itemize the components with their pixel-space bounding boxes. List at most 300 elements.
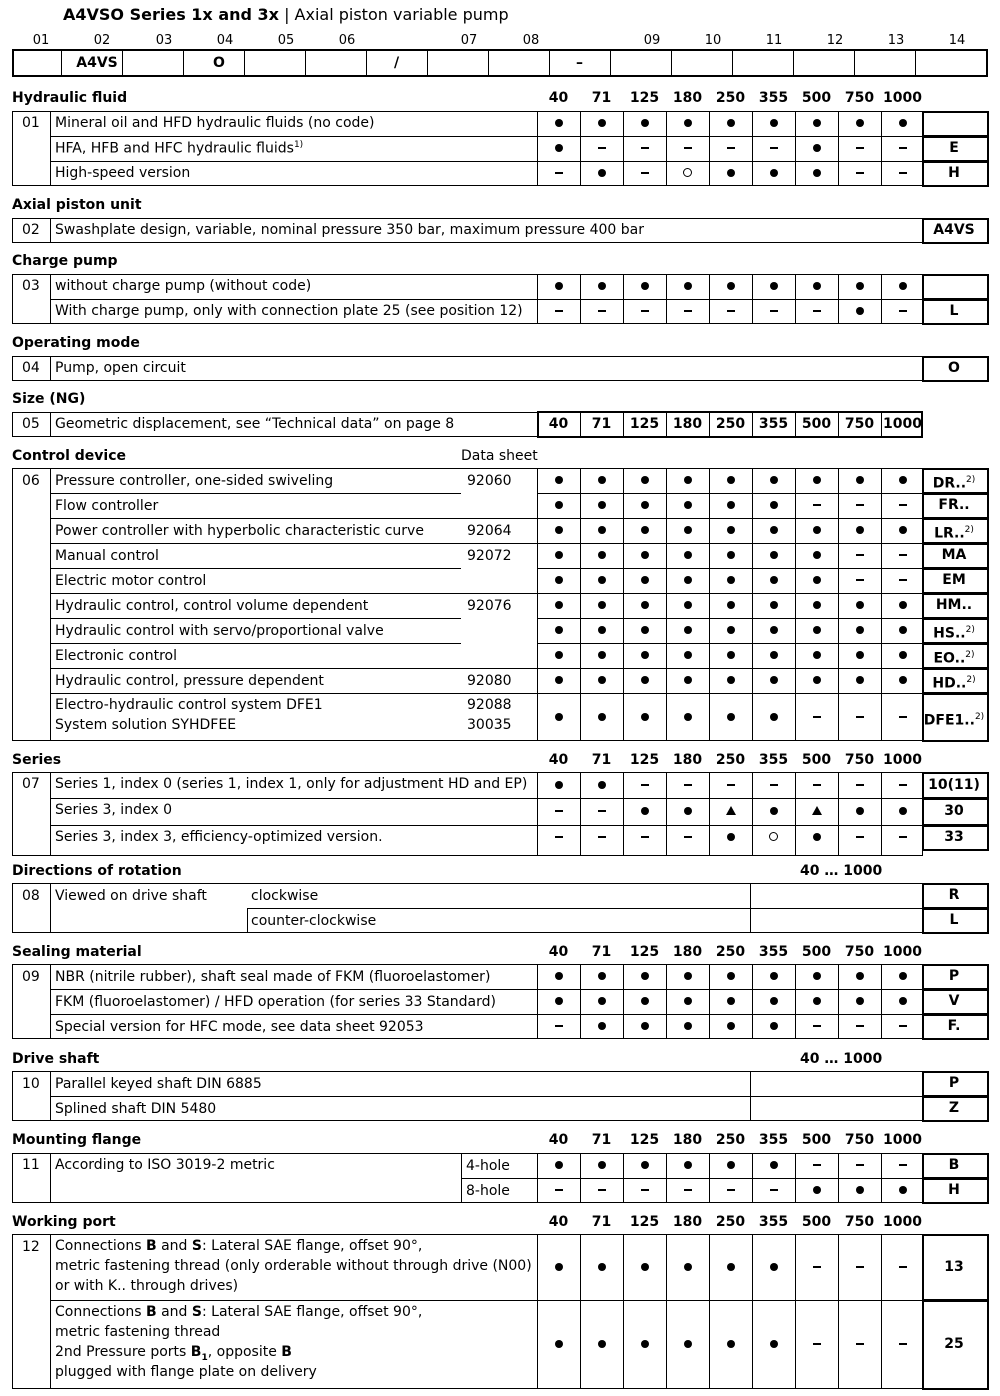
- grid-line: [50, 356, 51, 381]
- control-device-dot-symbol: [580, 693, 623, 741]
- section-title: Drive shaft: [12, 1051, 100, 1067]
- sealing-label: NBR (nitrile rubber), shaft seal made of FKM (fluoroelastomer): [55, 969, 491, 985]
- charge-pump-dash-symbol: [537, 299, 580, 324]
- section-number: 08: [22, 888, 40, 904]
- datasheet-number: 92060: [467, 473, 512, 489]
- range-header: 40 … 1000: [800, 863, 883, 879]
- position-number: 11: [765, 33, 783, 48]
- sealing-dot-symbol: [881, 989, 924, 1014]
- control-device-dot-symbol: [795, 543, 838, 568]
- hydraulic-fluid-dot-symbol: [537, 111, 580, 136]
- position-number: 05: [277, 33, 295, 48]
- control-device-dot-symbol: [709, 618, 752, 643]
- hydraulic-fluid-size-500: 500: [801, 90, 832, 106]
- control-device-dot-symbol: [709, 693, 752, 741]
- rotation-label: Viewed on drive shaft: [55, 888, 207, 904]
- series-order-code: 10(11): [928, 777, 980, 793]
- mounting-size-750: 750: [844, 1132, 875, 1148]
- series-size-125: 125: [629, 752, 660, 768]
- mounting-size-71: 71: [591, 1132, 612, 1148]
- hydraulic-fluid-size-1000: 1000: [883, 90, 922, 106]
- mounting-dash-symbol: [666, 1178, 709, 1203]
- grid-line: [50, 668, 537, 669]
- control-device-dot-symbol: [838, 593, 881, 618]
- control-device-dot-symbol: [623, 593, 666, 618]
- control-device-order-code: EO..$^{2)}$: [933, 650, 975, 667]
- control-device-dash-symbol: [838, 543, 881, 568]
- series-dot-symbol: [537, 772, 580, 798]
- charge-pump-order-code-box: [922, 274, 989, 300]
- series-tri-symbol: [795, 798, 838, 825]
- mounting-dot-symbol: [795, 1178, 838, 1203]
- code-divider: [610, 51, 611, 75]
- control-device-dot-symbol: [838, 643, 881, 668]
- section-number: 09: [22, 969, 40, 985]
- sealing-dot-symbol: [623, 964, 666, 989]
- mounting-dash-symbol: [709, 1178, 752, 1203]
- working-port-dot-symbol: [623, 1234, 666, 1300]
- working-port-dash-symbol: [881, 1300, 924, 1389]
- control-device-order-code: DFE1..$^{2)}$: [923, 712, 985, 729]
- control-device-dot-symbol: [580, 593, 623, 618]
- series-dash-symbol: [580, 825, 623, 850]
- hydraulic-fluid-size-71: 71: [591, 90, 612, 106]
- mounting-size-125: 125: [629, 1132, 660, 1148]
- section-title: Charge pump: [12, 253, 118, 269]
- mounting-label: According to ISO 3019-2 metric: [55, 1157, 275, 1173]
- grid-line: [50, 412, 51, 437]
- mounting-dash-symbol: [795, 1153, 838, 1178]
- hydraulic-fluid-dash-symbol: [537, 161, 580, 186]
- series-dot-symbol: [838, 798, 881, 825]
- hydraulic-fluid-size-750: 750: [844, 90, 875, 106]
- size-value-500: 500: [801, 416, 832, 432]
- mounting-size-500: 500: [801, 1132, 832, 1148]
- sealing-dot-symbol: [580, 1014, 623, 1039]
- sealing-dot-symbol: [666, 964, 709, 989]
- control-device-label: Electric motor control: [55, 573, 207, 589]
- working-port-dash-symbol: [838, 1234, 881, 1300]
- series-size-1000: 1000: [883, 752, 922, 768]
- hydraulic-fluid-size-180: 180: [672, 90, 703, 106]
- working-port-dash-symbol: [795, 1300, 838, 1389]
- hydraulic-fluid-dot-symbol: [537, 136, 580, 161]
- mounting-dot-symbol: [709, 1153, 752, 1178]
- series-label: Series 1, index 0 (series 1, index 1, only for adjustment HD and EP): [55, 776, 528, 792]
- control-device-dot-symbol: [580, 493, 623, 518]
- hydraulic-fluid-size-125: 125: [629, 90, 660, 106]
- section-title: Working port: [12, 1214, 116, 1230]
- datasheet-number: 30035: [467, 717, 512, 733]
- size-value-355: 355: [758, 416, 789, 432]
- series-order-code-box: [922, 798, 989, 826]
- drive-shaft-order-code: Z: [948, 1100, 960, 1116]
- sealing-label: FKM (fluoroelastomer) / HFD operation (for series 33 Standard): [55, 994, 496, 1010]
- position-number: 01: [32, 33, 50, 48]
- control-device-order-code-box: [922, 593, 989, 619]
- series-order-code: 30: [944, 803, 964, 819]
- control-device-dot-symbol: [666, 593, 709, 618]
- sealing-size-250: 250: [715, 944, 746, 960]
- series-size-500: 500: [801, 752, 832, 768]
- drive-shaft-label: Parallel keyed shaft DIN 6885: [55, 1076, 262, 1092]
- position-number: 13: [887, 33, 905, 48]
- grid-line: [50, 111, 51, 186]
- sealing-size-1000: 1000: [883, 944, 922, 960]
- range-header: 40 … 1000: [800, 1051, 883, 1067]
- control-device-dot-symbol: [623, 518, 666, 543]
- control-device-dot-symbol: [623, 618, 666, 643]
- code-cell-c06: /: [393, 55, 400, 71]
- code-divider: [671, 51, 672, 75]
- control-device-dot-symbol: [752, 518, 795, 543]
- drive-shaft-label: Splined shaft DIN 5480: [55, 1101, 217, 1117]
- position-number: 07: [460, 33, 478, 48]
- grid-line: [50, 1153, 51, 1203]
- sealing-dot-symbol: [666, 1014, 709, 1039]
- control-device-dot-symbol: [752, 643, 795, 668]
- series-size-180: 180: [672, 752, 703, 768]
- operating-mode-order-code-box: [922, 356, 989, 382]
- section-number: 12: [22, 1239, 40, 1255]
- control-device-order-code-box: [922, 518, 989, 544]
- hydraulic-fluid-dash-symbol: [838, 161, 881, 186]
- working-port-size-125: 125: [629, 1214, 660, 1230]
- series-dot-symbol: [881, 798, 924, 825]
- control-device-dot-symbol: [580, 643, 623, 668]
- sealing-order-code: V: [948, 993, 960, 1009]
- mounting-size-355: 355: [758, 1132, 789, 1148]
- working-port-size-71: 71: [591, 1214, 612, 1230]
- working-port-dot-symbol: [666, 1234, 709, 1300]
- drive-shaft-order-code: P: [948, 1075, 960, 1091]
- control-device-order-code-box: [922, 493, 989, 519]
- working-port-order-code: 25: [944, 1336, 964, 1352]
- operating-mode-label: Pump, open circuit: [55, 360, 186, 376]
- control-device-dash-symbol: [838, 693, 881, 741]
- control-device-dot-symbol: [795, 668, 838, 693]
- working-port-dot-symbol: [709, 1300, 752, 1389]
- control-device-dot-symbol: [709, 468, 752, 493]
- working-port-size-750: 750: [844, 1214, 875, 1230]
- control-device-dot-symbol: [838, 668, 881, 693]
- hydraulic-fluid-dash-symbol: [752, 136, 795, 161]
- hydraulic-fluid-size-40: 40: [548, 90, 569, 106]
- code-divider: [488, 51, 489, 75]
- working-port-line: or with K.. through drives): [55, 1278, 239, 1294]
- charge-pump-dot-symbol: [838, 274, 881, 299]
- control-device-label: Electro-hydraulic control system DFE1: [55, 697, 323, 713]
- control-device-dot-symbol: [537, 668, 580, 693]
- series-dot-symbol: [709, 825, 752, 850]
- type-code-row: [12, 49, 988, 77]
- mounting-dash-symbol: [580, 1178, 623, 1203]
- hydraulic-fluid-dot-symbol: [795, 161, 838, 186]
- size-value-750: 750: [844, 416, 875, 432]
- sealing-dot-symbol: [752, 964, 795, 989]
- hole-label: 4-hole: [466, 1158, 510, 1174]
- working-port-dot-symbol: [537, 1234, 580, 1300]
- section-number: 10: [22, 1076, 40, 1092]
- working-port-dot-symbol: [752, 1300, 795, 1389]
- hydraulic-fluid-dot-symbol: [623, 111, 666, 136]
- control-device-dot-symbol: [795, 618, 838, 643]
- sealing-size-40: 40: [548, 944, 569, 960]
- control-device-dot-symbol: [537, 518, 580, 543]
- control-device-dot-symbol: [881, 468, 924, 493]
- control-device-dot-symbol: [795, 593, 838, 618]
- grid-line: [50, 618, 461, 619]
- mounting-dot-symbol: [580, 1153, 623, 1178]
- mounting-dot-symbol: [838, 1178, 881, 1203]
- control-device-dot-symbol: [795, 643, 838, 668]
- control-device-order-code-box: [922, 618, 989, 644]
- control-device-order-code-box: [922, 668, 989, 694]
- grid-line: [50, 1234, 51, 1389]
- series-dot-symbol: [623, 798, 666, 825]
- control-device-dash-symbol: [881, 568, 924, 593]
- control-device-label: Electronic control: [55, 648, 177, 664]
- code-divider: [854, 51, 855, 75]
- sealing-size-500: 500: [801, 944, 832, 960]
- control-device-dot-symbol: [709, 643, 752, 668]
- series-order-code-box: [922, 825, 989, 851]
- hydraulic-fluid-label: HFA, HFB and HFC hydraulic fluids$^{1)}$: [55, 140, 304, 157]
- control-device-label: Hydraulic control, pressure dependent: [55, 673, 324, 689]
- charge-pump-dash-symbol: [666, 299, 709, 324]
- working-port-line: metric fastening thread: [55, 1324, 221, 1340]
- series-dash-symbol: [666, 825, 709, 850]
- control-device-dot-symbol: [580, 668, 623, 693]
- size-value-71: 71: [591, 416, 612, 432]
- control-device-dot-symbol: [752, 568, 795, 593]
- series-size-250: 250: [715, 752, 746, 768]
- section-title: Series: [12, 752, 62, 768]
- charge-pump-dash-symbol: [623, 299, 666, 324]
- control-device-order-code-box: [922, 468, 989, 494]
- control-device-dash-symbol: [795, 693, 838, 741]
- working-port-dot-symbol: [537, 1300, 580, 1389]
- sealing-dot-symbol: [580, 989, 623, 1014]
- hydraulic-fluid-dot-symbol: [580, 161, 623, 186]
- hydraulic-fluid-dash-symbol: [623, 161, 666, 186]
- working-port-dot-symbol: [666, 1300, 709, 1389]
- working-port-size-180: 180: [672, 1214, 703, 1230]
- code-divider: [427, 51, 428, 75]
- series-dash-symbol: [623, 825, 666, 850]
- charge-pump-dot-symbol: [666, 274, 709, 299]
- working-port-dot-symbol: [623, 1300, 666, 1389]
- mounting-order-code: B: [948, 1157, 960, 1173]
- series-dash-symbol: [752, 772, 795, 798]
- code-divider: [915, 51, 916, 75]
- control-device-order-code: MA: [941, 547, 967, 563]
- mounting-dot-symbol: [623, 1153, 666, 1178]
- control-device-dot-symbol: [623, 643, 666, 668]
- code-cell-c04: O: [213, 55, 225, 71]
- sealing-dot-symbol: [752, 1014, 795, 1039]
- series-size-71: 71: [591, 752, 612, 768]
- sealing-dot-symbol: [795, 964, 838, 989]
- control-device-dot-symbol: [537, 618, 580, 643]
- control-device-dot-symbol: [709, 593, 752, 618]
- sealing-dot-symbol: [537, 964, 580, 989]
- sealing-size-355: 355: [758, 944, 789, 960]
- charge-pump-order-code: L: [949, 303, 959, 319]
- control-device-dot-symbol: [666, 618, 709, 643]
- code-divider: [122, 51, 123, 75]
- series-size-40: 40: [548, 752, 569, 768]
- series-dash-symbol: [838, 825, 881, 850]
- control-device-label: System solution SYHDFEE: [55, 717, 237, 733]
- hydraulic-fluid-order-code: E: [949, 140, 959, 156]
- series-dot-symbol: [580, 772, 623, 798]
- working-port-size-1000: 1000: [883, 1214, 922, 1230]
- code-cell-c08: –: [576, 55, 583, 71]
- control-device-dot-symbol: [838, 518, 881, 543]
- sealing-size-71: 71: [591, 944, 612, 960]
- control-device-dot-symbol: [666, 468, 709, 493]
- control-device-dash-symbol: [838, 493, 881, 518]
- section-title: Axial piston unit: [12, 197, 142, 213]
- section-number: 01: [22, 115, 40, 131]
- section-title: Hydraulic fluid: [12, 90, 128, 106]
- sealing-dash-symbol: [537, 1014, 580, 1039]
- section-number: 11: [22, 1157, 40, 1173]
- mounting-dot-symbol: [881, 1178, 924, 1203]
- control-device-dash-symbol: [881, 693, 924, 741]
- mounting-dash-symbol: [537, 1178, 580, 1203]
- control-device-dot-symbol: [537, 543, 580, 568]
- rotation-direction: counter-clockwise: [251, 913, 377, 929]
- position-number: 12: [826, 33, 844, 48]
- working-port-dot-symbol: [752, 1234, 795, 1300]
- mounting-size-40: 40: [548, 1132, 569, 1148]
- control-device-dot-symbol: [838, 618, 881, 643]
- sealing-dot-symbol: [752, 989, 795, 1014]
- charge-pump-dot-symbol: [623, 274, 666, 299]
- series-dot-symbol: [752, 798, 795, 825]
- grid-line: [50, 593, 537, 594]
- working-port-size-250: 250: [715, 1214, 746, 1230]
- control-device-dot-symbol: [580, 618, 623, 643]
- grid-line: [50, 218, 51, 243]
- charge-pump-order-code-box: [922, 299, 989, 325]
- section-title: Operating mode: [12, 335, 140, 351]
- working-port-line: plugged with flange plate on delivery: [55, 1364, 317, 1380]
- datasheet-header: Data sheet: [461, 448, 538, 464]
- control-device-dot-symbol: [580, 543, 623, 568]
- control-device-dot-symbol: [838, 468, 881, 493]
- control-device-order-code: HS..$^{2)}$: [933, 625, 975, 642]
- control-device-dot-symbol: [537, 493, 580, 518]
- sealing-dot-symbol: [881, 964, 924, 989]
- control-device-dot-symbol: [623, 568, 666, 593]
- control-device-order-code: DR..$^{2)}$: [932, 475, 976, 492]
- control-device-dot-symbol: [752, 493, 795, 518]
- charge-pump-dot-symbol: [580, 274, 623, 299]
- series-dash-symbol: [537, 825, 580, 850]
- working-port-size-355: 355: [758, 1214, 789, 1230]
- sealing-order-code-box: [922, 964, 989, 990]
- position-number: 09: [643, 33, 661, 48]
- datasheet-number: 92080: [467, 673, 512, 689]
- control-device-dot-symbol: [537, 693, 580, 741]
- series-dash-symbol: [709, 772, 752, 798]
- hydraulic-fluid-dot-symbol: [881, 111, 924, 136]
- charge-pump-dash-symbol: [795, 299, 838, 324]
- control-device-dot-symbol: [881, 593, 924, 618]
- charge-pump-dot-symbol: [709, 274, 752, 299]
- working-port-size-40: 40: [548, 1214, 569, 1230]
- sealing-order-code: P: [948, 968, 960, 984]
- working-port-order-code-box: [922, 1234, 989, 1301]
- series-size-355: 355: [758, 752, 789, 768]
- section-number: 04: [22, 360, 40, 376]
- control-device-dot-symbol: [752, 668, 795, 693]
- section-number: 06: [22, 473, 40, 489]
- charge-pump-dot-symbol: [881, 274, 924, 299]
- control-device-dot-symbol: [580, 468, 623, 493]
- control-device-dot-symbol: [752, 543, 795, 568]
- control-device-dot-symbol: [537, 468, 580, 493]
- sealing-dot-symbol: [709, 964, 752, 989]
- operating-mode-order-code: O: [948, 360, 960, 376]
- sealing-dash-symbol: [795, 1014, 838, 1039]
- control-device-dot-symbol: [881, 643, 924, 668]
- position-number: 04: [216, 33, 234, 48]
- size-value-180: 180: [672, 416, 703, 432]
- section-title: Sealing material: [12, 944, 142, 960]
- charge-pump-dash-symbol: [881, 299, 924, 324]
- hydraulic-fluid-order-code: H: [948, 165, 960, 181]
- control-device-label: Manual control: [55, 548, 159, 564]
- control-device-dot-symbol: [623, 468, 666, 493]
- series-dash-symbol: [838, 772, 881, 798]
- working-port-dot-symbol: [580, 1300, 623, 1389]
- section-number: 05: [22, 416, 40, 432]
- charge-pump-dot-symbol: [795, 274, 838, 299]
- control-device-order-code: HM..: [935, 597, 973, 613]
- control-device-dot-symbol: [666, 668, 709, 693]
- sealing-size-180: 180: [672, 944, 703, 960]
- datasheet-number: 92076: [467, 598, 512, 614]
- rotation-order-code-box: [922, 908, 989, 934]
- size-label: Geometric displacement, see “Technical data” on page 8: [55, 416, 455, 432]
- section-title: Size (NG): [12, 391, 86, 407]
- page-title: A4VSO Series 1x and 3x | Axial piston variable pump: [63, 5, 509, 24]
- control-device-dot-symbol: [752, 468, 795, 493]
- hydraulic-fluid-dash-symbol: [580, 136, 623, 161]
- charge-pump-label: With charge pump, only with connection plate 25 (see position 12): [55, 303, 523, 319]
- control-device-dot-symbol: [752, 593, 795, 618]
- hydraulic-fluid-dash-symbol: [623, 136, 666, 161]
- section-title: Directions of rotation: [12, 863, 182, 879]
- control-device-label: Flow controller: [55, 498, 159, 514]
- mounting-size-1000: 1000: [883, 1132, 922, 1148]
- charge-pump-dash-symbol: [580, 299, 623, 324]
- hydraulic-fluid-dash-symbol: [709, 136, 752, 161]
- hydraulic-fluid-dash-symbol: [881, 161, 924, 186]
- control-device-label: Power controller with hyperbolic characteristic curve: [55, 523, 424, 539]
- drive-shaft-order-code-box: [922, 1071, 989, 1097]
- grid-line: [50, 543, 537, 544]
- mounting-dot-symbol: [666, 1153, 709, 1178]
- series-dash-symbol: [881, 825, 924, 850]
- control-device-dot-symbol: [537, 593, 580, 618]
- control-device-dot-symbol: [580, 568, 623, 593]
- drive-shaft-order-code-box: [922, 1096, 989, 1122]
